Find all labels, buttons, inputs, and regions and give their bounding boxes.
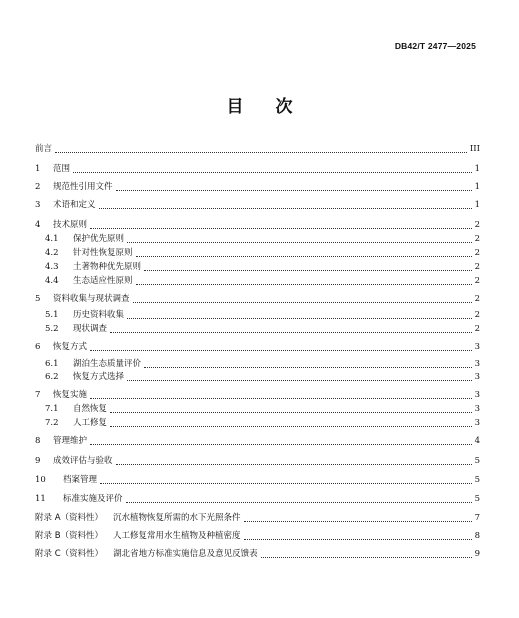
- toc-entry-page: 2: [474, 248, 480, 258]
- toc-entry-page: 3: [474, 342, 480, 352]
- toc-leader-dots: [133, 302, 472, 303]
- toc-leader-dots: [244, 521, 472, 522]
- toc-entry-page: 3: [474, 390, 480, 400]
- toc-entry-lead: [35, 234, 124, 245]
- toc-entry-number: 附录 B（资料性）: [35, 531, 104, 541]
- toc-title-char-2: 次: [275, 97, 293, 117]
- toc-leader-dots: [144, 270, 472, 271]
- toc-entry-lead: [35, 513, 241, 524]
- toc-entry-number: 附录 C（资料性）: [35, 549, 104, 559]
- toc-entry[interactable]: [35, 358, 480, 370]
- toc-entry-label: 成效评估与验收: [53, 456, 113, 466]
- toc-entry-label: 恢复方式选择: [73, 372, 125, 382]
- toc-entry[interactable]: [35, 389, 480, 401]
- toc-entry[interactable]: [35, 309, 480, 321]
- toc-entry-lead: [35, 324, 107, 335]
- toc-leader-dots: [127, 318, 472, 319]
- toc-entry[interactable]: [35, 233, 480, 245]
- toc-entry-label: 管理维护: [53, 436, 88, 446]
- toc-entry-lead: [35, 436, 87, 447]
- toc-entry[interactable]: [35, 275, 480, 287]
- toc-entry-label: 档案管理: [63, 475, 98, 485]
- toc-leader-dots: [110, 426, 472, 427]
- toc-entry-number: 6.2: [45, 372, 59, 382]
- toc-entry-number: 4.2: [45, 248, 59, 258]
- toc-entry[interactable]: [35, 199, 480, 211]
- toc-entry-lead: [35, 531, 241, 542]
- toc-entry-lead: [35, 475, 97, 486]
- toc-title-char-1: 目: [226, 97, 244, 117]
- toc-leader-dots: [116, 464, 472, 465]
- toc-entry-number: 5: [35, 294, 41, 304]
- toc-entry-page: 2: [474, 324, 480, 334]
- toc-entry-number: 4: [35, 220, 41, 230]
- toc-entry-page: 5: [474, 475, 480, 485]
- toc-leader-dots: [136, 256, 472, 257]
- toc-entry-lead: [35, 182, 113, 193]
- toc-entry-number: 7.1: [45, 404, 59, 414]
- toc-entry-label: 范围: [53, 164, 71, 174]
- toc-entry-page: 5: [474, 494, 480, 504]
- toc-entry-page: III: [469, 144, 480, 154]
- toc-entry-label: 沉水植物恢复所需的水下光照条件: [113, 513, 241, 523]
- toc-entry[interactable]: [35, 512, 480, 524]
- toc-entry[interactable]: [35, 403, 480, 415]
- toc-leader-dots: [55, 152, 467, 153]
- toc-leader-dots: [127, 380, 472, 381]
- toc-leader-dots: [136, 284, 472, 285]
- toc-entry[interactable]: [35, 435, 480, 447]
- toc-entry[interactable]: [35, 371, 480, 383]
- toc-leader-dots: [90, 350, 472, 351]
- toc-entry-page: 3: [474, 372, 480, 382]
- toc-entry-page: 1: [474, 182, 480, 192]
- toc-entry-label: 人工修复常用水生植物及种植密度: [113, 531, 241, 541]
- toc-entry-label: 针对性恢复原则: [73, 248, 133, 258]
- toc-entry-page: 1: [474, 164, 480, 174]
- toc-entry-page: 2: [474, 262, 480, 272]
- toc-entry-lead: [35, 262, 141, 273]
- toc-entry-number: 1: [35, 164, 41, 174]
- toc-entry-number: 8: [35, 436, 41, 446]
- toc-entry-number: 6: [35, 342, 41, 352]
- toc-entry-page: 3: [474, 418, 480, 428]
- toc-entry-page: 3: [474, 359, 480, 369]
- toc-entry-label: 标准实施及评价: [63, 494, 123, 504]
- toc-entry[interactable]: [35, 181, 480, 193]
- toc-entry[interactable]: [35, 261, 480, 273]
- toc-entry-page: 9: [474, 549, 480, 559]
- toc-entry-number: 9: [35, 456, 41, 466]
- toc-entry-page: 2: [474, 310, 480, 320]
- toc-entry-page: 2: [474, 294, 480, 304]
- toc-entry-number: 5.1: [45, 310, 59, 320]
- toc-entry-label: 湖泊生态质量评价: [73, 359, 142, 369]
- toc-entry[interactable]: [35, 219, 480, 231]
- toc-entry-label: 生态适应性原则: [73, 276, 133, 286]
- toc-entry-lead: [35, 549, 258, 560]
- toc-entry-number: 4.1: [45, 234, 59, 244]
- toc-entry[interactable]: [35, 341, 480, 353]
- toc-entry-number: 7: [35, 390, 41, 400]
- toc-entry-label: 恢复实施: [53, 390, 88, 400]
- toc-entry-label: 自然恢复: [73, 404, 108, 414]
- toc-leader-dots: [127, 242, 472, 243]
- toc-entry-lead: [35, 276, 133, 287]
- toc-entry-number: 11: [35, 494, 46, 504]
- toc-entry-lead: [35, 220, 87, 231]
- toc-entry-lead: [35, 248, 133, 259]
- toc-entry-number: 5.2: [45, 324, 59, 334]
- toc-title: [0, 92, 519, 117]
- document-code: DB42/T 2477—2025: [394, 41, 476, 51]
- toc-entry-lead: [35, 456, 113, 467]
- toc-entry-lead: [35, 404, 107, 415]
- toc-entry-page: 3: [474, 404, 480, 414]
- toc-entry-lead: [35, 359, 141, 370]
- toc-entry-page: 2: [474, 234, 480, 244]
- toc-entry-page: 2: [474, 220, 480, 230]
- toc-entry-lead: [35, 164, 70, 175]
- toc-entry-label: 术语和定义: [53, 200, 96, 210]
- toc-entry-lead: [35, 418, 107, 429]
- toc-entry-lead: [35, 294, 130, 305]
- toc-leader-dots: [244, 539, 472, 540]
- toc-entry-number: 2: [35, 182, 41, 192]
- toc-entry-label: 技术原则: [53, 220, 88, 230]
- toc-entry-label: 人工修复: [73, 418, 108, 428]
- toc-leader-dots: [126, 502, 472, 503]
- toc-entry-lead: [35, 372, 124, 383]
- toc-leader-dots: [90, 398, 472, 399]
- toc-entry-lead: [35, 144, 52, 155]
- toc-leader-dots: [90, 444, 472, 445]
- toc-entry-label: 规范性引用文件: [53, 182, 113, 192]
- toc-entry[interactable]: [35, 323, 480, 335]
- toc-entry[interactable]: [35, 455, 480, 467]
- toc-entry-number: 3: [35, 200, 41, 210]
- toc-entry-lead: [35, 310, 124, 321]
- toc-leader-dots: [100, 483, 472, 484]
- toc-entry-label: 现状调查: [73, 324, 108, 334]
- toc-entry-number: 4.3: [45, 262, 59, 272]
- toc-entry-number: 4.4: [45, 276, 59, 286]
- toc-entry-page: 4: [474, 436, 480, 446]
- toc-entry-page: 1: [474, 200, 480, 210]
- toc-leader-dots: [110, 412, 472, 413]
- toc-entry-label: 历史资料收集: [73, 310, 125, 320]
- toc-entry-page: 7: [474, 513, 480, 523]
- toc-leader-dots: [99, 208, 472, 209]
- toc-entry-label: 资料收集与现状调查: [53, 294, 130, 304]
- toc-entry-lead: [35, 200, 96, 211]
- toc-leader-dots: [73, 172, 472, 173]
- toc-entry[interactable]: [35, 247, 480, 259]
- toc-leader-dots: [116, 190, 472, 191]
- toc-entry[interactable]: [35, 530, 480, 542]
- toc-entry-label: 前言: [35, 144, 53, 154]
- toc-entry-page: 5: [474, 456, 480, 466]
- toc-entry[interactable]: [35, 548, 480, 560]
- toc-entry[interactable]: [35, 293, 480, 305]
- toc-entry-lead: [35, 494, 123, 505]
- toc-entry[interactable]: [35, 143, 480, 155]
- toc-leader-dots: [90, 228, 472, 229]
- toc-entry-lead: [35, 342, 87, 353]
- toc-entry-number: 7.2: [45, 418, 59, 428]
- toc-entry[interactable]: [35, 417, 480, 429]
- toc-leader-dots: [110, 332, 472, 333]
- toc-entry[interactable]: [35, 474, 480, 486]
- toc-entry-label: 恢复方式: [53, 342, 88, 352]
- toc-entry-number: 附录 A（资料性）: [35, 513, 104, 523]
- toc-entry-lead: [35, 390, 87, 401]
- toc-leader-dots: [144, 367, 472, 368]
- toc-leader-dots: [261, 557, 472, 558]
- toc-entry-label: 湖北省地方标准实施信息及意见反馈表: [113, 549, 258, 559]
- toc-entry[interactable]: [35, 163, 480, 175]
- toc-entry[interactable]: [35, 493, 480, 505]
- toc-entry-page: 2: [474, 276, 480, 286]
- toc-entry-number: 10: [35, 475, 46, 485]
- toc-entry-number: 6.1: [45, 359, 59, 369]
- toc-entry-page: 8: [474, 531, 480, 541]
- toc-entry-label: 土著物种优先原则: [73, 262, 142, 272]
- toc-entry-label: 保护优先原则: [73, 234, 125, 244]
